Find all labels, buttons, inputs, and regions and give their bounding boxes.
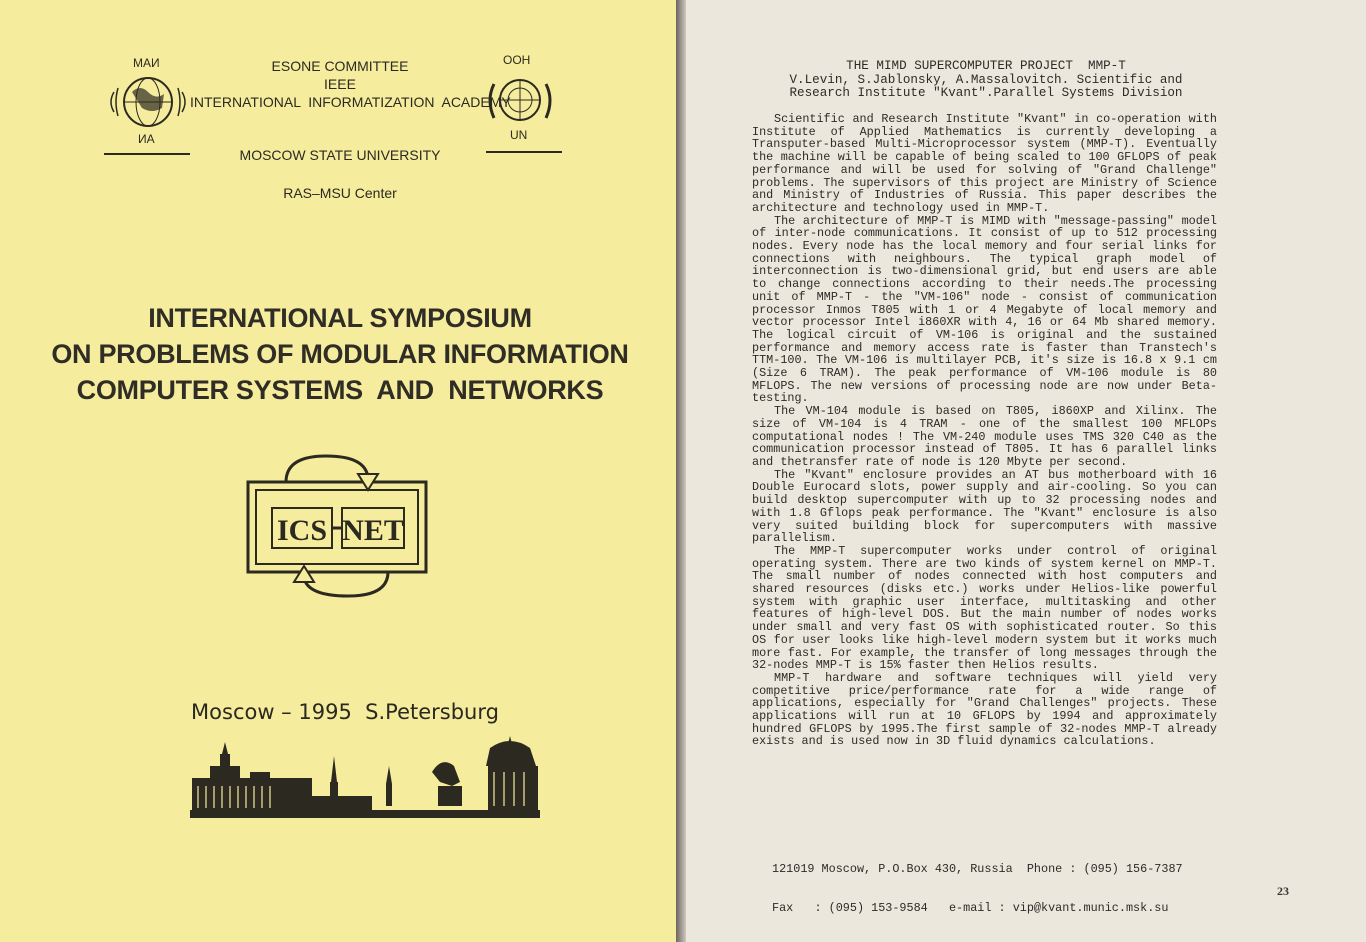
- title-line-2: ON PROBLEMS OF MODULAR INFORMATION: [51, 339, 629, 369]
- article-heading: [686, 60, 1286, 101]
- mai-logo-top-text: МАИ: [133, 56, 160, 70]
- contact-address-line: 121019 Moscow, P.O.Box 430, Russia Phone : (095) 156-7387: [772, 862, 1183, 877]
- contact-fax-email-line: Fax : (095) 153-9584 e-mail : vip@kvant.munic.msk.su: [772, 900, 1169, 915]
- page-number: 23: [1277, 884, 1289, 898]
- article-paragraph: The architecture of MMP-T is MIMD with "message-passing" model of inter-node communications. It consist of up to 512 processing nodes. Every node has the local memory and four serial links for connections with neighbours. The typical graph model of interconnection is two-dimensional grid, but end users are able to change connections according to their needs.The processing unit of MMP-T - the "VM-106" node - consist of communication processor Inmos T805 with 1 or 4 Megabyte of local memory and vector processor Intel i860XR with 4, 16 or 64 Mb shared memory. The logical circuit of VM-106 is original and the sustained performance and memory access rate is faster than Transtech's TTM-100. The VM-106 is multilayer PCB, it's size is 16.8 x 9.1 cm (Size 6 TRAM). The peak performance of VM-106 module is 80 MFLOPS. The new versions of processing node are now under Beta-testing.: [752, 213, 1217, 406]
- mai-globe-logo: [104, 58, 192, 162]
- book-spine: [676, 0, 686, 942]
- article-paragraph: The "Kvant" enclosure provides an AT bus motherboard with 16 Double Eurocard slots, power supply and air-cooling. So you can build desktop supercomputer with up to 32 processing nodes and with 1.8 Gflops peak performance. The "Kvant" enclosure is also very suited building block for supercomputers with massive parallelism.: [752, 467, 1217, 546]
- un-logo-top-text: ООН: [503, 53, 531, 67]
- organizer-line-2: IEEE: [324, 76, 356, 92]
- city-year-line: Moscow – 1995 S.Petersburg: [191, 700, 499, 724]
- contact-info: [772, 838, 1183, 927]
- city-skyline-illustration: [190, 736, 540, 822]
- organizer-line-3: INTERNATIONAL INFORMATIZATION ACADEMY: [190, 94, 511, 110]
- article-title: THE MIMD SUPERCOMPUTER PROJECT MMP-T: [846, 59, 1126, 73]
- article-paragraph: MMP-T hardware and software techniques will yield very competitive price/performance rate for a wide range of applications, especially for "Grand Challenges" projects. These applications will run at 10 GFLOPS by 1994 and approximately hundred GFLOPS by 1995.The first sample of 32-nodes MMP-T already exists and is used now in 3D fluid dynamics calculations.: [752, 670, 1217, 749]
- symposium-title: [40, 300, 640, 408]
- article-authors: V.Levin, S.Jablonsky, A.Massalovitch. Scientific and: [789, 72, 1183, 87]
- article-paragraph: The VM-104 module is based on T805, i860XP and Xilinx. The size of VM-104 is 4 TRAM - one of the smallest 100 MFLOPs computational nodes ! The VM-240 module uses TMS 320 C40 as the communication processor instead of T805. It has 6 parallel links and thetransfer rate of node is 120 Mbyte per second.: [752, 404, 1217, 469]
- article-paragraph: The MMP-T supercomputer works under control of original operating system. There are two kinds of system kernel on MMP-T. The small number of nodes connected with host computers and shared resources (disks etc.) works under Helios-like powerful system with graphic user interface, multitasking and other features of high-level DOS. But the main number of nodes works under small and very fast OS with sophisticated router. So this OS for user looks like high-level modern system but it works much more fast. For example, the transfer of long messages through the 32-nodes MMP-T is 15% faster then Helios results.: [752, 543, 1217, 673]
- university-name: MOSCOW STATE UNIVERSITY: [239, 147, 441, 163]
- article-body: [752, 113, 1217, 748]
- article-affiliation: Research Institute "Kvant".Parallel Systems Division: [789, 86, 1183, 100]
- ics-net-emblem: [246, 452, 428, 598]
- mai-logo-bottom-text: ИА: [138, 132, 155, 146]
- title-line-1: INTERNATIONAL SYMPOSIUM: [148, 303, 532, 333]
- center-name: RAS–MSU Center: [283, 185, 397, 201]
- un-logo-bottom-text: UN: [510, 128, 528, 142]
- article-paragraph: Scientific and Research Institute "Kvant" in co-operation with Institute of Applied Mathematics is currently developing a Transputer-based Multi-Microprocessor system (MMP-T). Eventually the machine will be capable of being scaled to 100 GFLOPS of peak performance and will be used for solving of "Grand Challenge" problems. The supervisors of this project are Ministry of Science and Ministry of Industries of Russia. This paper describes the architecture and technology used in MMP-T.: [752, 112, 1217, 215]
- emblem-left-text: ICS: [276, 514, 328, 547]
- organizer-line-1: ESONE COMMITTEE: [271, 58, 409, 74]
- title-line-3: COMPUTER SYSTEMS AND NETWORKS: [76, 375, 604, 405]
- emblem-right-text: NET: [342, 514, 404, 547]
- organizers-block: [190, 57, 511, 111]
- un-emblem-logo: [484, 62, 564, 160]
